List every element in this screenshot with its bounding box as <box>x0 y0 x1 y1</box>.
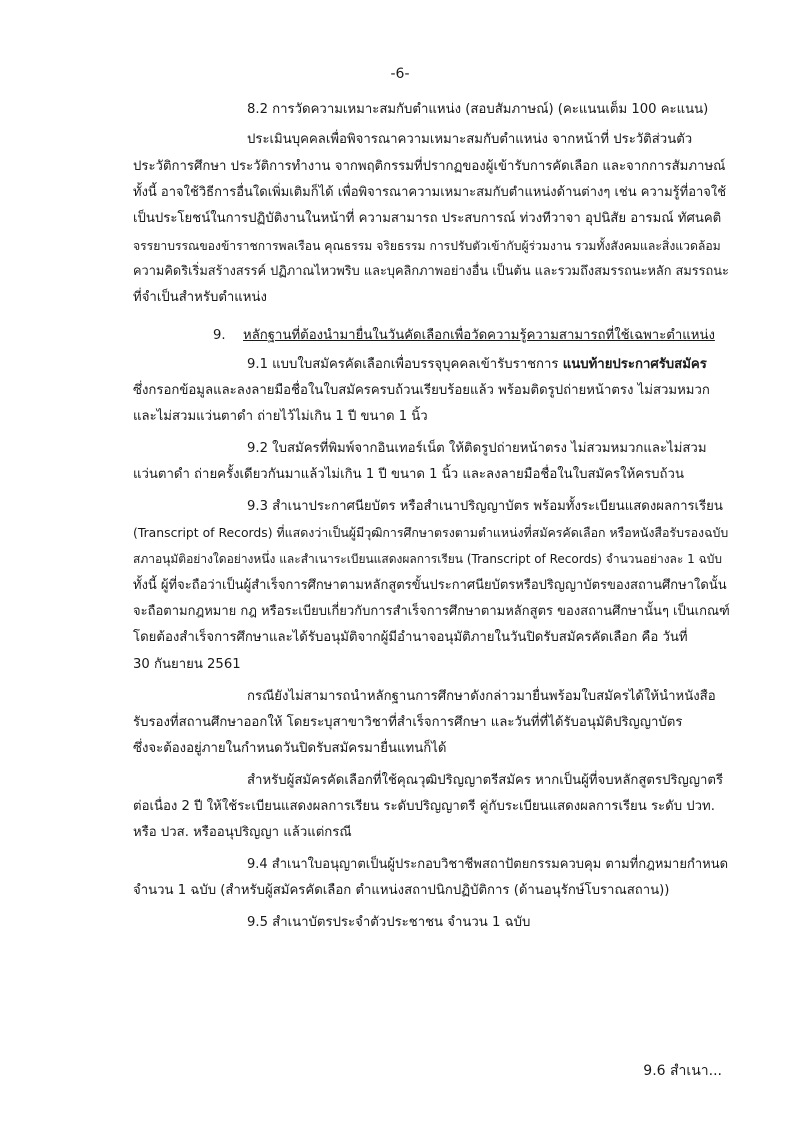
paragraph-line: (Transcript of Records) ที่แสดงว่าเป็นผู้มีวุฒิการศึกษาตรงตามตำแหน่งที่สมัครคัดเลือก หรือหนังสือรับรองฉบับ <box>133 525 729 540</box>
paragraph-line: ทั้งนี้ อาจใช้วิธีการอื่นใดเพิ่มเติมก็ได้ เพื่อพิจารณาความเหมาะสมกับตำแหน่งด้านต่างๆ เช่น ความรู้ที่อาจใช้ <box>133 185 727 200</box>
paragraph-line: ประวัติการศึกษา ประวัติการทำงาน จากพฤติกรรมที่ปรากฏของผู้เข้ารับการคัดเลือก และจากการสัมภาษณ์ <box>133 159 726 174</box>
paragraph-line: 9.3 สำเนาประกาศนียบัตร หรือสำเนาปริญญาบัตร พร้อมทั้งระเบียนแสดงผลการเรียน <box>247 499 723 514</box>
item-9-1-first-line <box>247 355 707 375</box>
paragraph-line: ซึ่งจะต้องอยู่ภายในกำหนดวันปิดรับสมัครมายื่นแทนก็ได้ <box>133 741 447 756</box>
paragraph-line: ประเมินบุคคลเพื่อพิจารณาความเหมาะสมกับตำแหน่ง จากหน้าที่ ประวัติส่วนตัว <box>247 132 693 147</box>
paragraph-line: ทั้งนี้ ผู้ที่จะถือว่าเป็นผู้สำเร็จการศึกษาตามหลักสูตรขั้นประกาศนียบัตรหรือปริญญาบัตรของสถานศึกษาใดนั้น <box>133 578 727 593</box>
paragraph-line: 9.4 สำเนาใบอนุญาตเป็นผู้ประกอบวิชาชีพสถาปัตยกรรมควบคุม ตามที่กฎหมายกำหนด <box>247 857 729 872</box>
item-9-1-bold-text: แนบท้ายประกาศรับสมัคร <box>562 357 707 372</box>
item-9-1-text: 9.1 แบบใบสมัครคัดเลือกเพื่อบรรจุบุคคลเข้ารับราชการ <box>247 357 563 372</box>
section-9-number: 9. <box>213 328 226 343</box>
section-9-heading: หลักฐานที่ต้องนำมายื่นในวันคัดเลือกเพื่อวัดความรู้ความสามารถที่ใช้เฉพาะตำแหน่ง <box>243 328 715 343</box>
paragraph-line: หรือ ปวส. หรืออนุปริญญา แล้วแต่กรณี <box>133 825 352 840</box>
paragraph-line: จรรยาบรรณของข้าราชการพลเรือน คุณธรรม จริยธรรม การปรับตัวเข้ากับผู้ร่วมงาน รวมทั้งสังคมและสิ่งแวดล้อม <box>133 239 721 253</box>
paragraph-line: ที่จำเป็นสำหรับตำแหน่ง <box>133 290 267 305</box>
section-8-2-heading: 8.2 การวัดความเหมาะสมกับตำแหน่ง (สอบสัมภาษณ์) (คะแนนเต็ม 100 คะแนน) <box>247 102 709 117</box>
paragraph-line: จะถือตามกฎหมาย กฎ หรือระเบียบเกี่ยวกับการสำเร็จการศึกษาตามหลักสูตร ของสถานศึกษานั้นๆ เป็นเกณฑ์ <box>133 604 730 619</box>
paragraph-line: ซึ่งกรอกข้อมูลและลงลายมือชื่อในใบสมัครครบถ้วนเรียบร้อยแล้ว พร้อมติดรูปถ่ายหน้าตรง ไม่สวมหมวก <box>133 383 710 398</box>
paragraph-line: ต่อเนื่อง 2 ปี ให้ใช้ระเบียนแสดงผลการเรียน ระดับปริญญาตรี คู่กับระเบียนแสดงผลการเรียน ระดับ ปวท. <box>133 799 715 814</box>
paragraph-line: และไม่สวมแว่นตาดำ ถ่ายไว้ไม่เกิน 1 ปี ขนาด 1 นิ้ว <box>133 409 428 424</box>
paragraph-line: 9.5 สำเนาบัตรประจำตัวประชาชน จำนวน 1 ฉบับ <box>247 915 531 930</box>
paragraph-line: แว่นตาดำ ถ่ายครั้งเดียวกันมาแล้วไม่เกิน 1 ปี ขนาด 1 นิ้ว และลงลายมือชื่อในใบสมัครให้ครบถ้วน <box>133 467 684 482</box>
paragraph-line: โดยต้องสำเร็จการศึกษาและได้รับอนุมัติจากผู้มีอำนาจอนุมัติภายในวันปิดรับสมัครคัดเลือก คือ วันที่ <box>133 630 688 645</box>
paragraph-line: จำนวน 1 ฉบับ (สำหรับผู้สมัครคัดเลือก ตำแหน่งสถาปนิกปฏิบัติการ (ด้านอนุรักษ์โบราณสถาน)) <box>133 883 670 898</box>
paragraph-line: กรณียังไม่สามารถนำหลักฐานการศึกษาดังกล่าวมายื่นพร้อมใบสมัครได้ให้นำหนังสือ <box>247 689 716 704</box>
page-number: -6- <box>390 66 410 82</box>
paragraph-line: รับรองที่สถานศึกษาออกให้ โดยระบุสาขาวิชาที่สำเร็จการศึกษา และวันที่ที่ได้รับอนุมัติปริญญาบัตร <box>133 715 683 730</box>
paragraph-line: ความคิดริเริ่มสร้างสรรค์ ปฏิภาณไหวพริบ และบุคลิกภาพอย่างอื่น เป็นต้น และรวมถึงสมรรถนะหลัก สมรรถนะ <box>133 264 729 279</box>
paragraph-line: 9.2 ใบสมัครที่พิมพ์จากอินเทอร์เน็ต ให้ติดรูปถ่ายหน้าตรง ไม่สวมหมวกและไม่สวม <box>247 441 707 456</box>
paragraph-line: 30 กันยายน 2561 <box>133 657 241 672</box>
continuation-footer: 9.6 สำเนา... <box>643 1063 722 1079</box>
paragraph-line: เป็นประโยชน์ในการปฏิบัติงานในหน้าที่ ความสามารถ ประสบการณ์ ท่วงทีวาจา อุปนิสัย อารมณ์ ทัศนคติ <box>133 211 722 226</box>
paragraph-line: สภาอนุมัติอย่างใดอย่างหนึ่ง และสำเนาระเบียนแสดงผลการเรียน (Transcript of Records) จำนวนอย่างละ 1 ฉบับ <box>133 552 723 566</box>
paragraph-line: สำหรับผู้สมัครคัดเลือกที่ใช้คุณวุฒิปริญญาตรีสมัคร หากเป็นผู้ที่จบหลักสูตรปริญญาตรี <box>247 773 724 788</box>
